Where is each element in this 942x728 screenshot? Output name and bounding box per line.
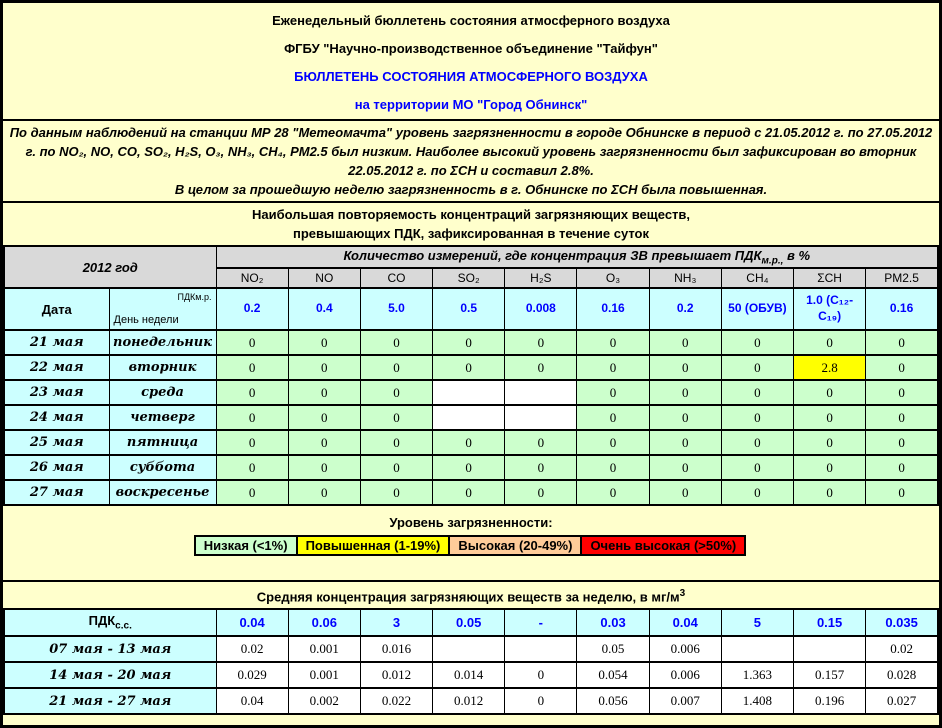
pdk-ss-label: ПДК: [88, 613, 116, 629]
value-cell: 0: [866, 455, 938, 480]
measurements-header-text: Количество измерений, где концентрация ЗВ превышает ПДК: [343, 247, 762, 263]
avg-value-cell: 0.007: [649, 688, 721, 714]
value-cell: 0: [216, 430, 288, 455]
value-cell: 0: [433, 355, 505, 380]
daily-row-21-may: [4, 330, 938, 355]
weekly-row-21-27: [4, 688, 938, 714]
avg-value-cell: 0.001: [288, 662, 360, 688]
value-cell: 0: [433, 480, 505, 505]
header-block: [3, 3, 939, 121]
pdk-mr-value: 0.2: [649, 288, 721, 330]
avg-value-cell: 0.029: [216, 662, 288, 688]
diagonal-header-cell: [109, 288, 216, 330]
diag-pdk-label: ПДКм.р.: [177, 292, 212, 302]
avg-value-cell: 0.002: [288, 688, 360, 714]
weekly-title-sup: 3: [679, 588, 686, 599]
column-header-sch: ΣCH: [794, 268, 866, 288]
value-cell: 0: [216, 480, 288, 505]
avg-value-cell: 0.028: [866, 662, 938, 688]
bulletin-title: БЮЛЛЕТЕНЬ СОСТОЯНИЯ АТМОСФЕРНОГО ВОЗДУХА: [294, 69, 648, 84]
value-cell: 0: [360, 480, 432, 505]
pdk-ss-value: 5: [721, 609, 793, 636]
value-cell: 0: [794, 330, 866, 355]
measurements-header-sub: м.р.,: [761, 255, 784, 267]
column-header-ch4: CH₄: [721, 268, 793, 288]
weekly-title-text: Средняя концентрация загрязняющих веществ за неделю, в мг/м: [256, 589, 680, 605]
avg-value-cell: [721, 636, 793, 662]
pdk-ss-header-cell: [4, 609, 216, 636]
date-cell: 26 мая: [4, 455, 109, 480]
value-cell: 0: [577, 430, 649, 455]
pdk-mr-value: 0.16: [577, 288, 649, 330]
value-cell: 0: [577, 380, 649, 405]
value-cell: 0: [433, 455, 505, 480]
avg-value-cell: 0.006: [649, 636, 721, 662]
pdk-ss-value: -: [505, 609, 577, 636]
legend-block: [3, 506, 939, 582]
pdk-ss-value: 0.04: [216, 609, 288, 636]
value-cell: 0: [505, 480, 577, 505]
value-cell: 0: [216, 405, 288, 430]
avg-value-cell: 0.027: [866, 688, 938, 714]
value-cell: 0: [794, 380, 866, 405]
weekday-cell: среда: [109, 380, 216, 405]
value-cell-missing: [505, 405, 577, 430]
column-header-co: CO: [360, 268, 432, 288]
avg-value-cell: 0.001: [288, 636, 360, 662]
column-header-nh3: NH₃: [649, 268, 721, 288]
value-cell-exceedance-highlight: 2.8: [794, 355, 866, 380]
avg-value-cell: 0.022: [360, 688, 432, 714]
organization-line: ФГБУ "Научно-производственное объединение "Тайфун": [284, 41, 658, 56]
value-cell: 0: [649, 380, 721, 405]
column-header-no2: NO₂: [216, 268, 288, 288]
column-header-so2: SO₂: [433, 268, 505, 288]
legend-chip-low: Низкая (<1%): [194, 535, 298, 556]
avg-value-cell: [505, 636, 577, 662]
value-cell-missing: [433, 380, 505, 405]
value-cell: 0: [360, 355, 432, 380]
value-cell: 0: [649, 430, 721, 455]
pdk-mr-value: 50 (ОБУВ): [721, 288, 793, 330]
value-cell: 0: [288, 380, 360, 405]
legend-title: Уровень загрязненности:: [389, 515, 553, 530]
value-cell: 0: [505, 355, 577, 380]
column-header-pm25: PM2.5: [866, 268, 938, 288]
pdk-mr-value: 0.008: [505, 288, 577, 330]
value-cell: 0: [649, 330, 721, 355]
value-cell: 0: [649, 355, 721, 380]
daily-exceedance-table: [3, 245, 939, 506]
column-header-h2s: H₂S: [505, 268, 577, 288]
pdk-ss-sub: с.с.: [115, 620, 132, 632]
avg-value-cell: 0.157: [794, 662, 866, 688]
avg-value-cell: [794, 636, 866, 662]
pdk-mr-value: 0.16: [866, 288, 938, 330]
avg-value-cell: 1.408: [721, 688, 793, 714]
value-cell: 0: [577, 480, 649, 505]
value-cell: 0: [721, 430, 793, 455]
value-cell: 0: [288, 430, 360, 455]
weekly-average-table: [3, 608, 939, 715]
avg-value-cell: 0.006: [649, 662, 721, 688]
territory-line: на территории МО "Город Обнинск": [354, 97, 588, 112]
pdk-ss-value: 0.06: [288, 609, 360, 636]
legend-chips: [3, 535, 939, 556]
daily-section-title: [3, 203, 939, 245]
avg-value-cell: 0.054: [577, 662, 649, 688]
avg-value-cell: 0.056: [577, 688, 649, 714]
date-header-cell: Дата: [4, 288, 109, 330]
value-cell: 0: [721, 480, 793, 505]
week-range-cell: 14 мая - 20 мая: [4, 662, 216, 688]
value-cell: 0: [649, 480, 721, 505]
value-cell: 0: [360, 405, 432, 430]
value-cell: 0: [577, 455, 649, 480]
avg-value-cell: 1.363: [721, 662, 793, 688]
value-cell: 0: [433, 430, 505, 455]
pdk-mr-value: 0.2: [216, 288, 288, 330]
value-cell: 0: [721, 330, 793, 355]
value-cell: 0: [505, 330, 577, 355]
avg-value-cell: 0.04: [216, 688, 288, 714]
value-cell: 0: [360, 455, 432, 480]
value-cell: 0: [794, 430, 866, 455]
daily-row-23-may: [4, 380, 938, 405]
value-cell: 0: [866, 430, 938, 455]
weekday-cell: пятница: [109, 430, 216, 455]
value-cell: 0: [866, 405, 938, 430]
value-cell: 0: [505, 455, 577, 480]
weekday-cell: воскресенье: [109, 480, 216, 505]
week-range-cell: 21 мая - 27 мая: [4, 688, 216, 714]
date-cell: 27 мая: [4, 480, 109, 505]
value-cell: 0: [649, 405, 721, 430]
pdk-ss-value: 0.05: [433, 609, 505, 636]
value-cell: 0: [577, 355, 649, 380]
pdk-mr-value: 5.0: [360, 288, 432, 330]
pdk-ss-value: 0.035: [866, 609, 938, 636]
avg-value-cell: 0.196: [794, 688, 866, 714]
legend-chip-elevated: Повышенная (1-19%): [296, 535, 451, 556]
value-cell: 0: [216, 380, 288, 405]
value-cell: 0: [866, 480, 938, 505]
pdk-mr-value: 0.4: [288, 288, 360, 330]
weekly-row-14-20: [4, 662, 938, 688]
avg-value-cell: 0.05: [577, 636, 649, 662]
value-cell-missing: [433, 405, 505, 430]
value-cell: 0: [577, 405, 649, 430]
daily-row-24-may: [4, 405, 938, 430]
value-cell: 0: [360, 380, 432, 405]
bulletin-weekly-line: Еженедельный бюллетень состояния атмосферного воздуха: [272, 13, 670, 28]
value-cell: 0: [649, 455, 721, 480]
date-cell: 21 мая: [4, 330, 109, 355]
value-cell: 0: [216, 355, 288, 380]
pdk-ss-value: 0.03: [577, 609, 649, 636]
weekday-cell: понедельник: [109, 330, 216, 355]
summary-text-1: По данным наблюдений на станции МР 28 "Метеомачта" уровень загрязненности в городе Обнинске в период с 21.05.2012 г. по 27.05.2012 г. по NO₂, NO, CO, SO₂, H₂S, O₃, NH₃, CH₄, PM2.5 был низким. Наиболее высокий уровень загрязненности был зафиксирован во вторник 22.05.2012 г. по ΣСН и составил 2.8%.: [9, 125, 933, 178]
avg-value-cell: 0: [505, 688, 577, 714]
legend-chip-very-high: Очень высокая (>50%): [580, 535, 746, 556]
daily-row-26-may: [4, 455, 938, 480]
summary-text-2: В целом за прошедшую неделю загрязненность в г. Обнинске по ΣСН была повышенная.: [174, 181, 768, 197]
daily-row-27-may: [4, 480, 938, 505]
date-cell: 23 мая: [4, 380, 109, 405]
daily-row-22-may: [4, 355, 938, 380]
value-cell: 0: [288, 405, 360, 430]
weekly-section-title: [3, 582, 939, 608]
value-cell: 0: [577, 330, 649, 355]
daily-row-25-may: [4, 430, 938, 455]
avg-value-cell: 0.014: [433, 662, 505, 688]
avg-value-cell: [433, 636, 505, 662]
value-cell: 0: [288, 330, 360, 355]
weekday-cell: суббота: [109, 455, 216, 480]
value-cell: 0: [721, 380, 793, 405]
diag-weekday-label: День недели: [113, 314, 179, 326]
value-cell: 0: [794, 405, 866, 430]
value-cell: 0: [721, 455, 793, 480]
daily-title-line2: превышающих ПДК, зафиксированная в течение суток: [293, 226, 649, 241]
value-cell: 0: [721, 355, 793, 380]
avg-value-cell: 0.02: [866, 636, 938, 662]
value-cell: 0: [866, 330, 938, 355]
value-cell: 0: [794, 480, 866, 505]
date-cell: 25 мая: [4, 430, 109, 455]
value-cell: 0: [216, 455, 288, 480]
weekly-row-07-13: [4, 636, 938, 662]
legend-chip-high: Высокая (20-49%): [448, 535, 582, 556]
weekday-cell: четверг: [109, 405, 216, 430]
pdk-ss-value: 3: [360, 609, 432, 636]
value-cell-missing: [505, 380, 577, 405]
avg-value-cell: 0: [505, 662, 577, 688]
pdk-ss-value: 0.15: [794, 609, 866, 636]
weekday-cell: вторник: [109, 355, 216, 380]
value-cell: 0: [794, 455, 866, 480]
date-cell: 22 мая: [4, 355, 109, 380]
avg-value-cell: 0.012: [360, 662, 432, 688]
value-cell: 0: [866, 380, 938, 405]
value-cell: 0: [360, 330, 432, 355]
value-cell: 0: [288, 480, 360, 505]
summary-paragraph: [3, 121, 939, 203]
value-cell: 0: [288, 355, 360, 380]
year-cell: 2012 год: [4, 246, 216, 288]
week-range-cell: 07 мая - 13 мая: [4, 636, 216, 662]
value-cell: 0: [721, 405, 793, 430]
value-cell: 0: [505, 430, 577, 455]
avg-value-cell: 0.02: [216, 636, 288, 662]
measurements-header-suffix: в %: [783, 247, 811, 263]
value-cell: 0: [360, 430, 432, 455]
column-header-no: NO: [288, 268, 360, 288]
measurements-header-cell: [216, 246, 938, 268]
pdk-mr-value: 0.5: [433, 288, 505, 330]
value-cell: 0: [866, 355, 938, 380]
value-cell: 0: [288, 455, 360, 480]
column-header-o3: O₃: [577, 268, 649, 288]
value-cell: 0: [216, 330, 288, 355]
avg-value-cell: 0.016: [360, 636, 432, 662]
pdk-mr-value: 1.0 (C₁₂-C₁₉): [794, 288, 866, 330]
date-cell: 24 мая: [4, 405, 109, 430]
pdk-ss-value: 0.04: [649, 609, 721, 636]
avg-value-cell: 0.012: [433, 688, 505, 714]
value-cell: 0: [433, 330, 505, 355]
daily-title-line1: Наибольшая повторяемость концентраций загрязняющих веществ,: [251, 207, 691, 222]
